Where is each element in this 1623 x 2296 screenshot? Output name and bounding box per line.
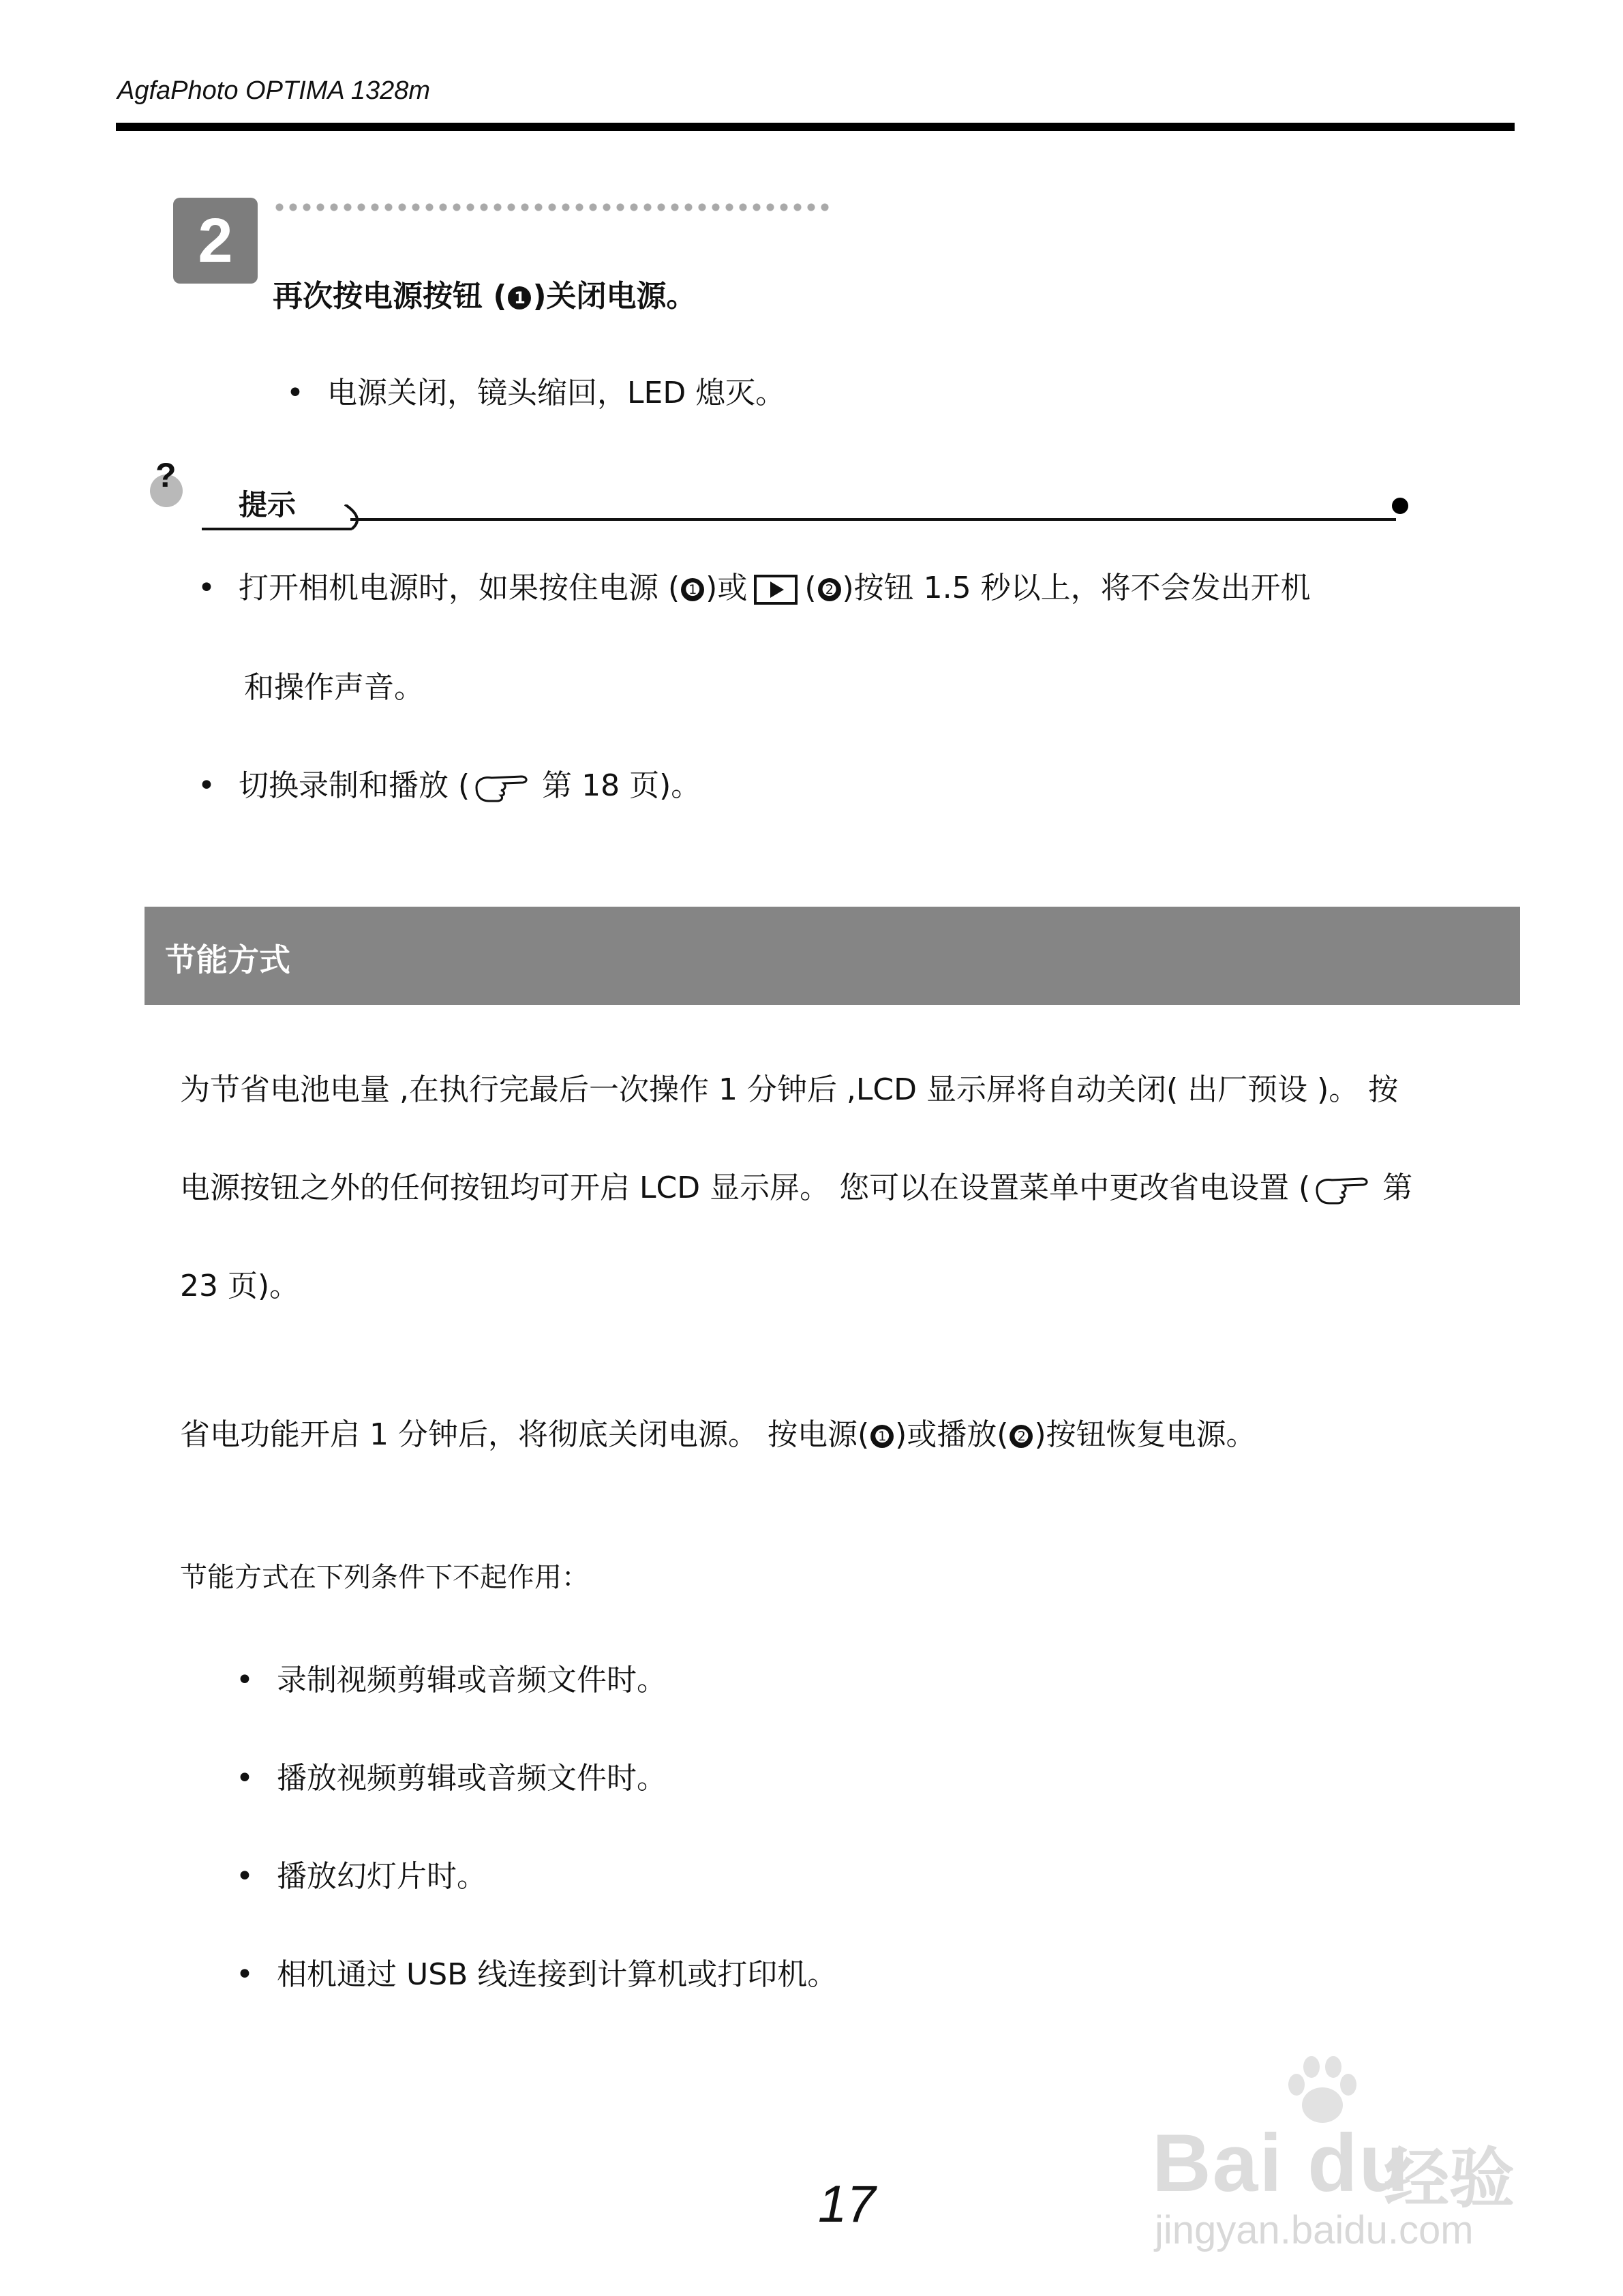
bullet-dot: • — [198, 768, 215, 803]
pointing-hand-icon — [1314, 1175, 1378, 1205]
power-button-number-icon: ➊ — [681, 578, 704, 601]
bullet-dot: • — [236, 1761, 254, 1796]
watermark-brand: Bai du — [1152, 2117, 1410, 2209]
tip-item-1-text-a: 打开相机电源时，如果按住电源 ( — [239, 571, 680, 605]
condition-text: 播放视频剪辑或音频文件时。 — [277, 1761, 667, 1796]
bullet-dot: • — [286, 376, 304, 410]
bullet-dot: • — [198, 571, 215, 605]
full-shutdown-text-c: )按钮恢复电源。 — [1034, 1417, 1256, 1452]
condition-item — [236, 1852, 487, 1895]
power-save-paragraph-text-a: 电源按钮之外的任何按钮均可开启 LCD 显示屏。 您可以在设置菜单中更改省电设置 ( — [180, 1170, 1311, 1205]
power-button-number-icon: 1 — [508, 286, 531, 309]
tip-item-1-line-2: 和操作声音。 — [244, 670, 424, 705]
section-header-bar — [145, 907, 1520, 1005]
step-instruction — [273, 271, 697, 315]
tip-item-1-text-c: ( — [804, 571, 817, 605]
condition-text: 播放幻灯片时。 — [277, 1859, 487, 1894]
header-divider — [116, 123, 1515, 131]
play-button-icon — [754, 575, 798, 605]
dotted-separator — [273, 202, 832, 213]
bullet-dot: • — [236, 1663, 254, 1697]
tip-item-2-text-a: 切换录制和播放 ( — [239, 768, 470, 803]
question-glyph: ? — [155, 461, 177, 494]
question-icon — [146, 461, 194, 509]
condition-item — [236, 1950, 837, 1993]
tip-item-1-line-1 — [198, 563, 1311, 607]
section-title: 节能方式 — [165, 941, 290, 978]
tip-item-2-text-b: 第 18 页)。 — [542, 768, 701, 803]
full-shutdown-paragraph — [180, 1410, 1256, 1453]
tip-divider-line — [202, 504, 1401, 532]
play-button-number-icon: ➋ — [818, 578, 841, 601]
watermark-cn: 经验 — [1384, 2141, 1515, 2217]
condition-text: 相机通过 USB 线连接到计算机或打印机。 — [277, 1957, 838, 1992]
step-instruction-pre: 再次按电源按钮 ( — [273, 279, 507, 314]
tip-item-1-text-d: )按钮 1.5 秒以上，将不会发出开机 — [842, 571, 1311, 605]
full-shutdown-text-a: 省电功能开启 1 分钟后，将彻底关闭电源。 按电源( — [180, 1417, 870, 1452]
watermark-url: jingyan.baidu.com — [1155, 2208, 1474, 2252]
page-number: 17 — [818, 2175, 876, 2233]
pointing-hand-icon — [474, 772, 538, 802]
full-shutdown-text-b: )或播放( — [895, 1417, 1009, 1452]
power-save-paragraph-text-b: 第 — [1382, 1170, 1413, 1205]
power-save-paragraph-line-3: 23 页)。 — [180, 1269, 300, 1303]
play-button-number-icon: ➋ — [1010, 1425, 1033, 1448]
document-header-title: AgfaPhoto OPTIMA 1328m — [117, 76, 431, 105]
condition-text: 录制视频剪辑或音频文件时。 — [277, 1663, 667, 1697]
condition-item — [236, 1655, 667, 1699]
power-save-paragraph-line-2 — [180, 1163, 1412, 1207]
step-result-text: 电源关闭，镜头缩回，LED 熄灭。 — [327, 376, 786, 410]
step-instruction-post: )关闭电源。 — [532, 279, 697, 314]
power-save-paragraph-line-1: 为节省电池电量 ,在执行完最后一次操作 1 分钟后 ,LCD 显示屏将自动关闭( 出厂预设 )。 按 — [180, 1072, 1399, 1107]
tip-label: 提示 — [239, 488, 297, 522]
step-result-bullet — [286, 368, 785, 412]
conditions-intro: 节能方式在下列条件下不起作用： — [180, 1562, 589, 1593]
step-number-badge: 2 — [173, 198, 258, 284]
power-button-number-icon: ➊ — [870, 1425, 894, 1448]
tip-item-1-text-b: )或 — [706, 571, 748, 605]
tip-line-end-dot — [1392, 498, 1408, 514]
condition-item — [236, 1753, 667, 1797]
bullet-dot: • — [236, 1859, 254, 1894]
bullet-dot: • — [236, 1957, 254, 1992]
tip-item-2 — [198, 761, 701, 804]
